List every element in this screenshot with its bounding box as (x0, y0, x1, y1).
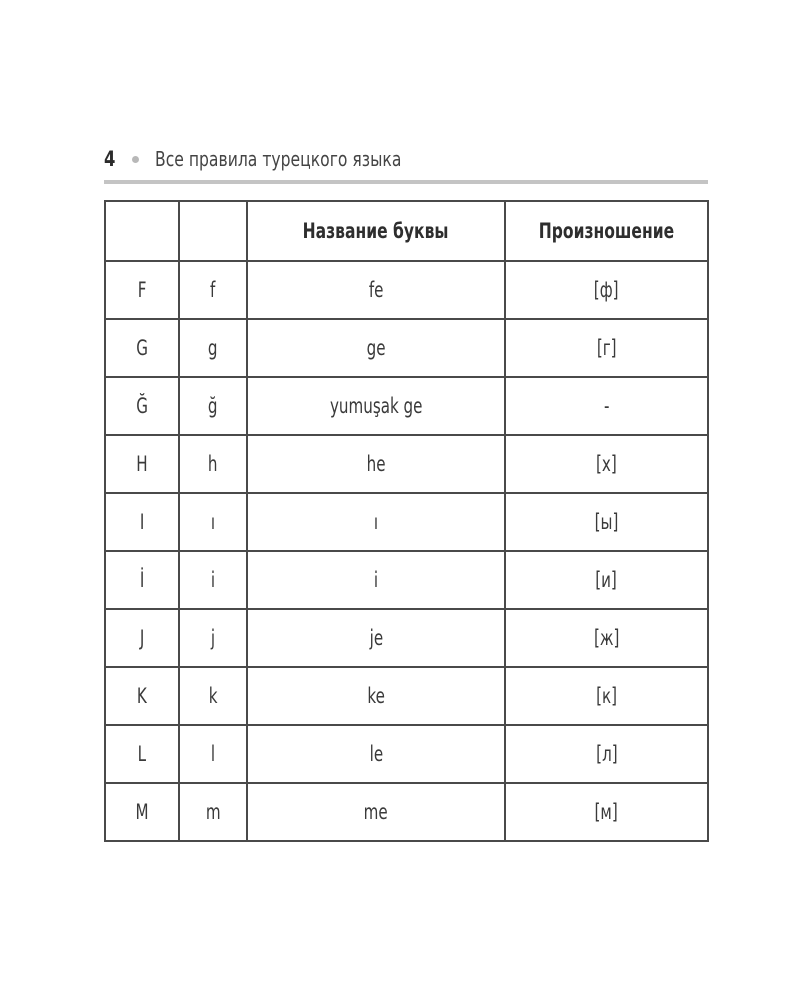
pronunciation: [ф] (594, 278, 619, 302)
letter-name-cell (247, 667, 505, 725)
uppercase-letter: G (136, 336, 148, 360)
lowercase-cell (179, 319, 247, 377)
pronunciation: [ж] (593, 626, 620, 650)
letter-name: ı (373, 510, 379, 534)
column-header-label: Произношение (538, 219, 675, 243)
letter-name-cell (247, 783, 505, 841)
table-row (105, 261, 708, 319)
pronunciation-cell (505, 377, 708, 435)
table-row (105, 435, 708, 493)
lowercase-letter: h (208, 452, 218, 476)
table-row (105, 609, 708, 667)
lowercase-cell (179, 725, 247, 783)
pronunciation-cell (505, 551, 708, 609)
pronunciation: - (603, 394, 610, 418)
letter-name-cell (247, 261, 505, 319)
uppercase-cell (105, 377, 179, 435)
table-row (105, 319, 708, 377)
lowercase-cell (179, 783, 247, 841)
letter-name-cell (247, 725, 505, 783)
uppercase-cell (105, 493, 179, 551)
pronunciation: [л] (595, 742, 618, 766)
running-head (104, 142, 708, 176)
bullet-separator (132, 156, 139, 163)
lowercase-letter: m (205, 800, 221, 824)
uppercase-cell (105, 261, 179, 319)
pronunciation-cell (505, 783, 708, 841)
alphabet-table (104, 200, 709, 842)
table-row (105, 377, 708, 435)
letter-name-cell (247, 551, 505, 609)
letter-name: ge (366, 336, 386, 360)
uppercase-letter: I (139, 510, 145, 534)
uppercase-letter: Ğ (136, 394, 148, 418)
uppercase-cell (105, 609, 179, 667)
lowercase-cell (179, 493, 247, 551)
pronunciation: [х] (596, 452, 617, 476)
uppercase-cell (105, 783, 179, 841)
column-header-pronunciation (505, 201, 708, 261)
column-header-lowercase (179, 201, 247, 261)
uppercase-letter: H (136, 452, 148, 476)
pronunciation-cell (505, 493, 708, 551)
table-header-row (105, 201, 708, 261)
letter-name-cell (247, 377, 505, 435)
uppercase-letter: M (135, 800, 149, 824)
lowercase-cell (179, 551, 247, 609)
pronunciation: [к] (596, 684, 617, 708)
table-row (105, 551, 708, 609)
letter-name-cell (247, 493, 505, 551)
uppercase-cell (105, 725, 179, 783)
header-rule (104, 180, 708, 184)
lowercase-cell (179, 261, 247, 319)
uppercase-cell (105, 667, 179, 725)
pronunciation-cell (505, 667, 708, 725)
uppercase-letter: F (137, 278, 147, 302)
uppercase-letter: J (139, 626, 145, 650)
uppercase-cell (105, 319, 179, 377)
letter-name: je (369, 626, 383, 650)
lowercase-letter: ı (210, 510, 216, 534)
uppercase-letter: İ (139, 568, 145, 592)
table-row (105, 783, 708, 841)
lowercase-letter: l (210, 742, 216, 766)
letter-name-cell (247, 319, 505, 377)
pronunciation-cell (505, 435, 708, 493)
table-row (105, 725, 708, 783)
letter-name: le (369, 742, 383, 766)
lowercase-letter: f (210, 278, 216, 302)
book-title: Все правила турецкого языка (155, 147, 402, 171)
letter-name-cell (247, 609, 505, 667)
letter-name-cell (247, 435, 505, 493)
letter-name: yumuşak ge (329, 394, 423, 418)
uppercase-cell (105, 435, 179, 493)
letter-name: me (363, 800, 389, 824)
pronunciation: [г] (596, 336, 617, 360)
column-header-letter-name (247, 201, 505, 261)
uppercase-cell (105, 551, 179, 609)
uppercase-letter: K (137, 684, 147, 708)
page-number: 4 (104, 147, 116, 171)
table-row (105, 667, 708, 725)
uppercase-letter: L (137, 742, 147, 766)
lowercase-letter: j (210, 626, 216, 650)
lowercase-cell (179, 609, 247, 667)
pronunciation-cell (505, 725, 708, 783)
letter-name: ke (367, 684, 385, 708)
pronunciation: [ы] (594, 510, 619, 534)
lowercase-cell (179, 377, 247, 435)
pronunciation: [м] (594, 800, 619, 824)
pronunciation-cell (505, 261, 708, 319)
lowercase-cell (179, 667, 247, 725)
lowercase-cell (179, 435, 247, 493)
lowercase-letter: i (210, 568, 216, 592)
pronunciation-cell (505, 609, 708, 667)
column-header-label: Название буквы (303, 219, 449, 243)
letter-name: fe (368, 278, 384, 302)
pronunciation-cell (505, 319, 708, 377)
table-row (105, 493, 708, 551)
lowercase-letter: ğ (208, 394, 218, 418)
pronunciation: [и] (595, 568, 618, 592)
column-header-uppercase (105, 201, 179, 261)
lowercase-letter: k (208, 684, 218, 708)
letter-name: he (366, 452, 386, 476)
lowercase-letter: g (208, 336, 218, 360)
letter-name: i (373, 568, 379, 592)
